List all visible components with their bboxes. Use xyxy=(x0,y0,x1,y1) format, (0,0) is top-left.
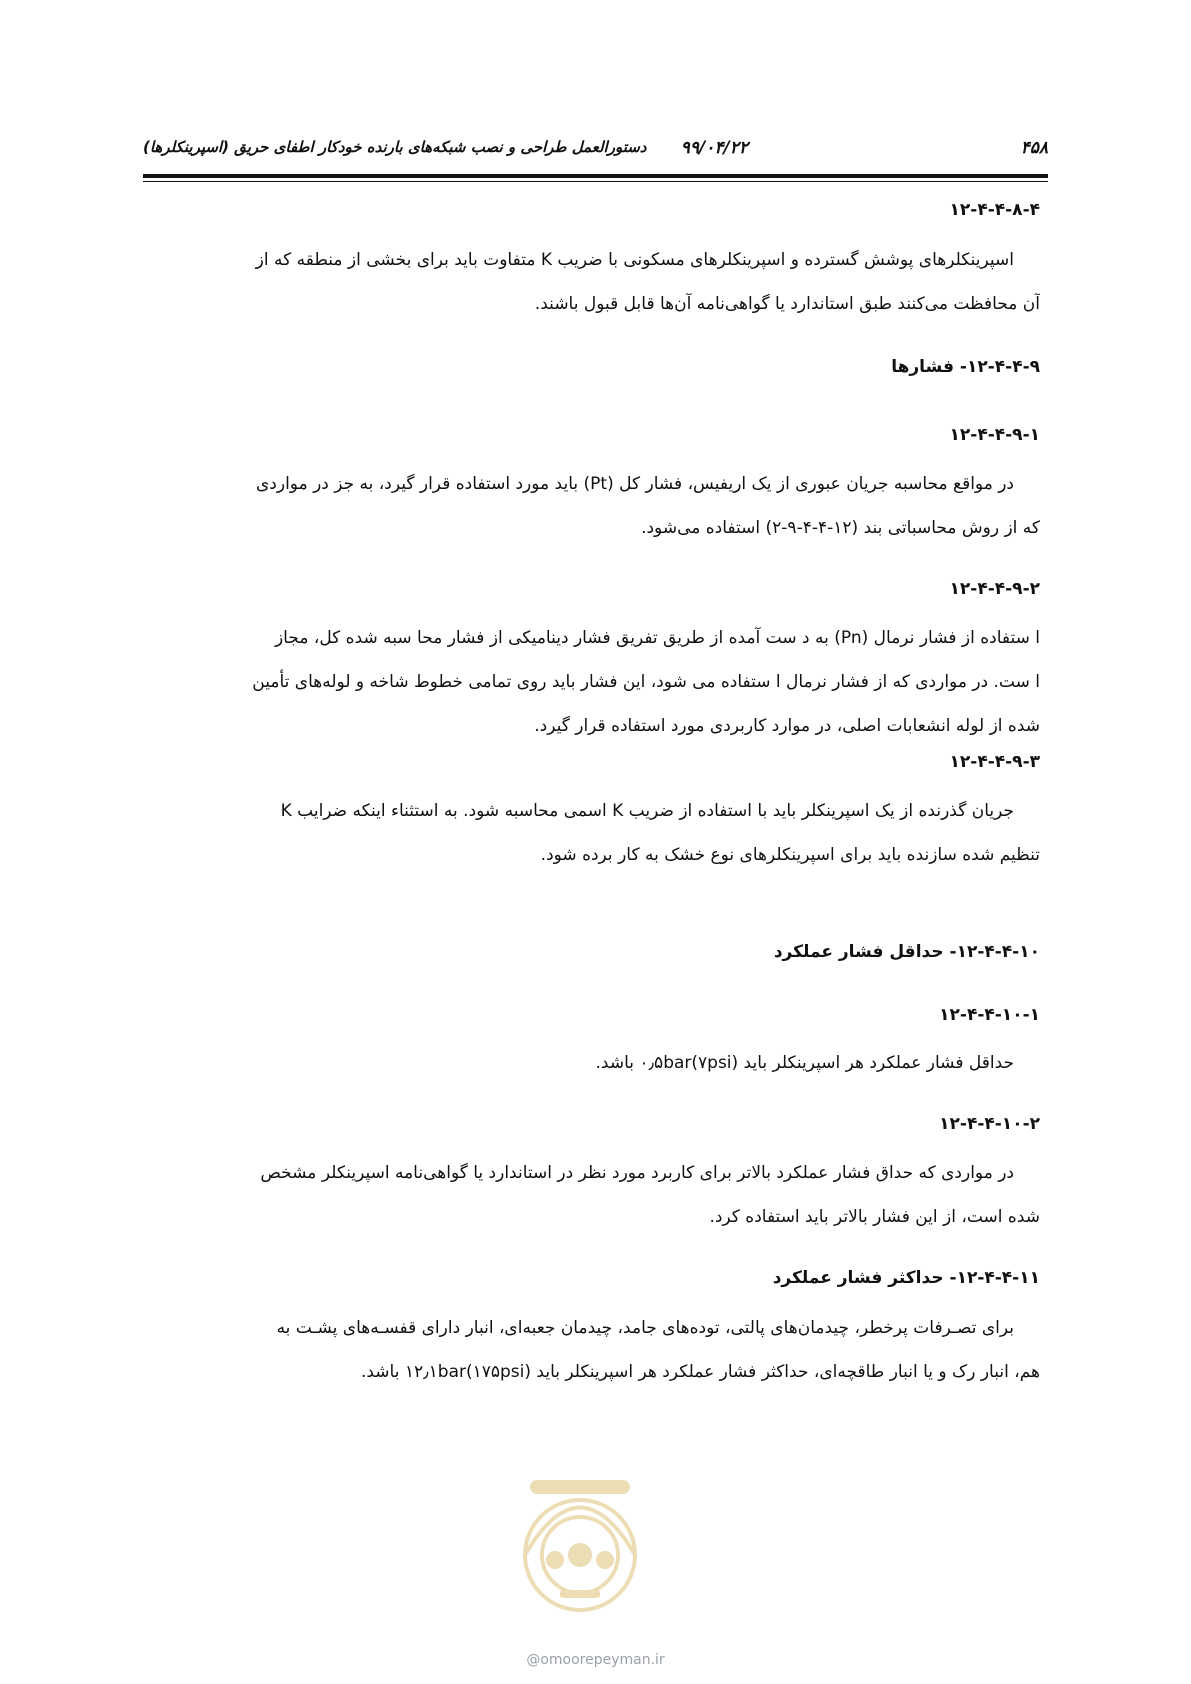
paragraph-line: برای تصـرفات پرخطر، چیدمان‌های پالتی، توده‌های جامد، چیدمان جعبه‌ای، انبار دارای قفسـه‌های پشـت به xyxy=(276,1318,1014,1338)
section-heading: ۱۲-۴-۴-۸-۴ xyxy=(949,200,1040,220)
header-rule-thick xyxy=(143,174,1048,178)
section-heading: ۱۲-۴-۴-۱۰-۲ xyxy=(939,1114,1040,1134)
paragraph-line: شده است، از این فشار بالاتر باید استفاده کرد. xyxy=(709,1207,1040,1227)
paragraph-line: تنظیم شده سازنده باید برای اسپرینکلرهای نوع خشک به کار برده شود. xyxy=(540,845,1040,865)
section-heading: ۱۲-۴-۴-۹-۳ xyxy=(949,752,1040,772)
watermark-logo-icon xyxy=(500,1450,660,1620)
section-heading: ۱۲-۴-۴-۱۱- حداکثر فشار عملکرد xyxy=(772,1268,1040,1288)
paragraph-line: اسپرینکلرهای پوشش گسترده و اسپرینکلرهای مسکونی با ضریب K متفاوت باید برای بخشی از منطقه که از xyxy=(255,250,1014,270)
paragraph-line: در مواردی که حداق فشار عملکرد بالاتر برای کاربرد مورد نظر در استاندارد یا گواهی‌نامه اسپرینکلر مشخص xyxy=(260,1163,1014,1183)
section-heading: ۱۲-۴-۴-۹-۱ xyxy=(949,425,1040,445)
paragraph xyxy=(160,1041,1040,1085)
page-header xyxy=(143,128,1048,168)
paragraph xyxy=(160,1151,1040,1239)
paragraph-line: که از روش محاسباتی بند (۱۲-۴-۴-۹-۲) استفاده می‌شود. xyxy=(641,518,1040,538)
page-number: ۴۵۸ xyxy=(1020,138,1048,158)
watermark-website: @omoorepeyman.ir xyxy=(526,1652,665,1668)
paragraph-line: ا ستفاده از فشار نرمال (Pn) به د ست آمده از طریق تفریق فشار دینامیکی از فشار محا سبه شده کل، مجاز xyxy=(274,628,1040,648)
paragraph xyxy=(160,238,1040,326)
header-date: ۹۹/۰۴/۲۲ xyxy=(680,138,748,158)
paragraph-line: ا ست. در مواردی که از فشار نرمال ا ستفاده می شود، این فشار باید روی تمامی خطوط شاخه و لوله‌های تأمین xyxy=(252,672,1040,692)
paragraph-line: آن محافظت می‌کنند طبق استاندارد یا گواهی‌نامه آن‌ها قابل قبول باشند. xyxy=(534,294,1040,314)
section-heading: ۱۲-۴-۴-۱۰- حداقل فشار عملکرد xyxy=(773,942,1040,962)
section-heading: ۱۲-۴-۴-۹- فشارها xyxy=(891,357,1040,377)
paragraph xyxy=(160,1306,1040,1394)
section-heading: ۱۲-۴-۴-۱۰-۱ xyxy=(939,1005,1040,1025)
paragraph-line: جریان گذرنده از یک اسپرینکلر باید با استفاده از ضریب K اسمی محاسبه شود. به استثناء اینکه ضرایب K xyxy=(280,801,1014,821)
paragraph-line: حداقل فشار عملکرد هر اسپرینکلر باید ۰٫۵bar(۷psi) باشد. xyxy=(595,1053,1014,1073)
paragraph xyxy=(160,789,1040,877)
paragraph xyxy=(160,462,1040,550)
paragraph xyxy=(160,616,1040,748)
header-title: دستورالعمل طراحی و نصب شبکه‌های بارنده خودکار اطفای حریق (اسپرینکلرها) xyxy=(143,138,647,156)
paragraph-line: در مواقع محاسبه جریان عبوری از یک اریفیس، فشار کل (Pt) باید مورد استفاده قرار گیرد، به جز در مواردی xyxy=(255,474,1014,494)
paragraph-line: شده از لوله انشعابات اصلی، در موارد کاربردی مورد استفاده قرار گیرد. xyxy=(534,716,1040,736)
section-heading: ۱۲-۴-۴-۹-۲ xyxy=(949,579,1040,599)
paragraph-line: هم، انبار رک و یا انبار طاقچه‌ای، حداکثر فشار عملکرد هر اسپرینکلر باید ۱۲٫۱bar(۱۷۵psi) باشد. xyxy=(360,1362,1040,1382)
header-rule-thin xyxy=(143,181,1048,182)
